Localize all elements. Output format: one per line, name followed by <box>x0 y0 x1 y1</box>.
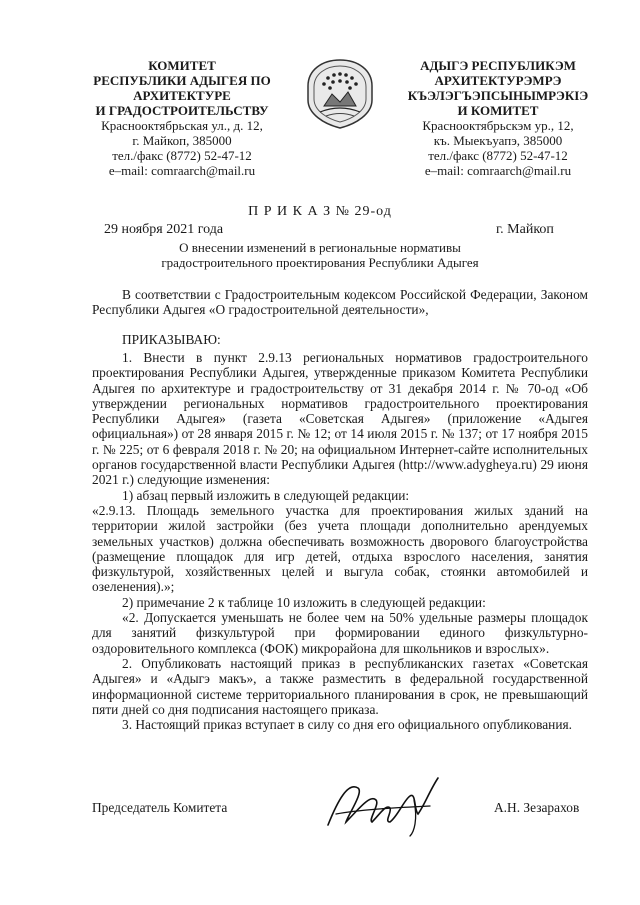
paragraph: 3. Настоящий приказ вступает в силу со дня его официального опубликования. <box>122 717 572 733</box>
org-name-line: И КОМИТЕТ <box>457 103 539 118</box>
org-email: e–mail: comraarch@mail.ru <box>108 163 256 178</box>
order-city: г. Майкоп <box>496 222 554 237</box>
order-body <box>92 350 588 732</box>
org-city: къ. Мыекъуапэ, 385000 <box>433 133 563 148</box>
handwritten-signature <box>318 770 448 840</box>
intro-paragraph: В соответствии с Градостроительным кодексом Российской Федерации, Законом Республики Адыгея «О градостроительной деятельности», <box>92 287 588 318</box>
paragraph: 1) абзац первый изложить в следующей редакции: <box>122 487 410 503</box>
signatory-name: А.Н. Зезарахов <box>494 800 580 815</box>
org-city: г. Майкоп, 385000 <box>132 133 232 148</box>
signatory-title: Председатель Комитета <box>92 800 228 815</box>
order-date: 29 ноября 2021 года <box>104 222 224 237</box>
paragraph: «2. Допускается уменьшать не более чем на 50% удельные размеры площадок для занятий физкультурой при формировании единого физкультурно-оздоровительного комплекса (ФОК) микрорайона для школьников и взрослых». <box>92 610 588 656</box>
org-phone: тел./факс (8772) 52-47-12 <box>428 148 568 163</box>
org-name-line: РЕСПУБЛИКИ АДЫГЕЯ ПО <box>93 73 271 88</box>
header-left <box>82 58 282 178</box>
org-name-line: АРХИТЕКТУРЕ <box>133 88 231 103</box>
org-address: Краснооктябрьская ул., д. 12, <box>101 118 263 133</box>
paragraph: 2) примечание 2 к таблице 10 изложить в следующей редакции: <box>122 594 486 610</box>
subject-line: градостроительного проектирования Республики Адыгея <box>161 255 479 270</box>
subject-line: О внесении изменений в региональные нормативы <box>179 240 461 255</box>
paragraph: 1. Внести в пункт 2.9.13 региональных нормативов градостроительного проектирования Республики Адыгея, утвержденные приказом Комитета Республики Адыгея по архитектуре и градостроительству от 31 декабря 2014 г. № 70-од «Об утверждении региональных нормативов градостроительного проектирования Республики Адыгея» (газета «Советская Адыгея» (приложение «Адыгея официальная») от 28 января 2015 г. № 12; от 14 июля 2015 г. № 137; от 17 ноября 2015 г. № 225; от 6 февраля 2018 г. № 20; на официальном Интернет-сайте исполнительных органов государственной власти Республики Адыгея (http://www.adygheya.ru) 29 июня 2021 г.) следующие изменения: <box>92 350 588 488</box>
order-title: П Р И К А З № 29-од <box>248 204 392 219</box>
org-name-line: КОМИТЕТ <box>148 58 216 73</box>
org-email: e–mail: comraarch@mail.ru <box>424 163 572 178</box>
order-word: ПРИКАЗЫВАЮ: <box>122 332 221 347</box>
coat-of-arms-icon <box>300 56 380 130</box>
org-name-line: АДЫГЭ РЕСПУБЛИКЭМ <box>420 58 576 73</box>
order-subject <box>0 240 640 270</box>
org-name-line: АРХИТЕКТУРЭМРЭ <box>434 73 562 88</box>
paragraph: 2. Опубликовать настоящий приказ в республиканских газетах «Советская Адыгея» и «Адыгэ макъ», а также разместить в федеральной государственной информационной системе территориального планирования в срок, не превышающий пяти дней со дня подписания настоящего приказа. <box>92 655 588 717</box>
org-address: Краснооктябрьскэм ур., 12, <box>422 118 574 133</box>
org-name-line: КЪЭЛЭГЪЭПСЫНЫМРЭКIЭ <box>407 88 589 103</box>
paragraph: «2.9.13. Площадь земельного участка для проектирования жилых зданий на территории жилой застройки (без учета площади дополнительно арендуемых земельных участков) должна обеспечивать возможность дворового благоустройства (размещение площадок для игр детей, отдыха взрослого населения, занятия физкультурой, хозяйственных целей и выгула собак, стоянки автомобилей и озеленения).»; <box>92 502 588 595</box>
header-right <box>398 58 598 178</box>
org-name-line: И ГРАДОСТРОИТЕЛЬСТВУ <box>95 103 269 118</box>
org-phone: тел./факс (8772) 52-47-12 <box>112 148 252 163</box>
